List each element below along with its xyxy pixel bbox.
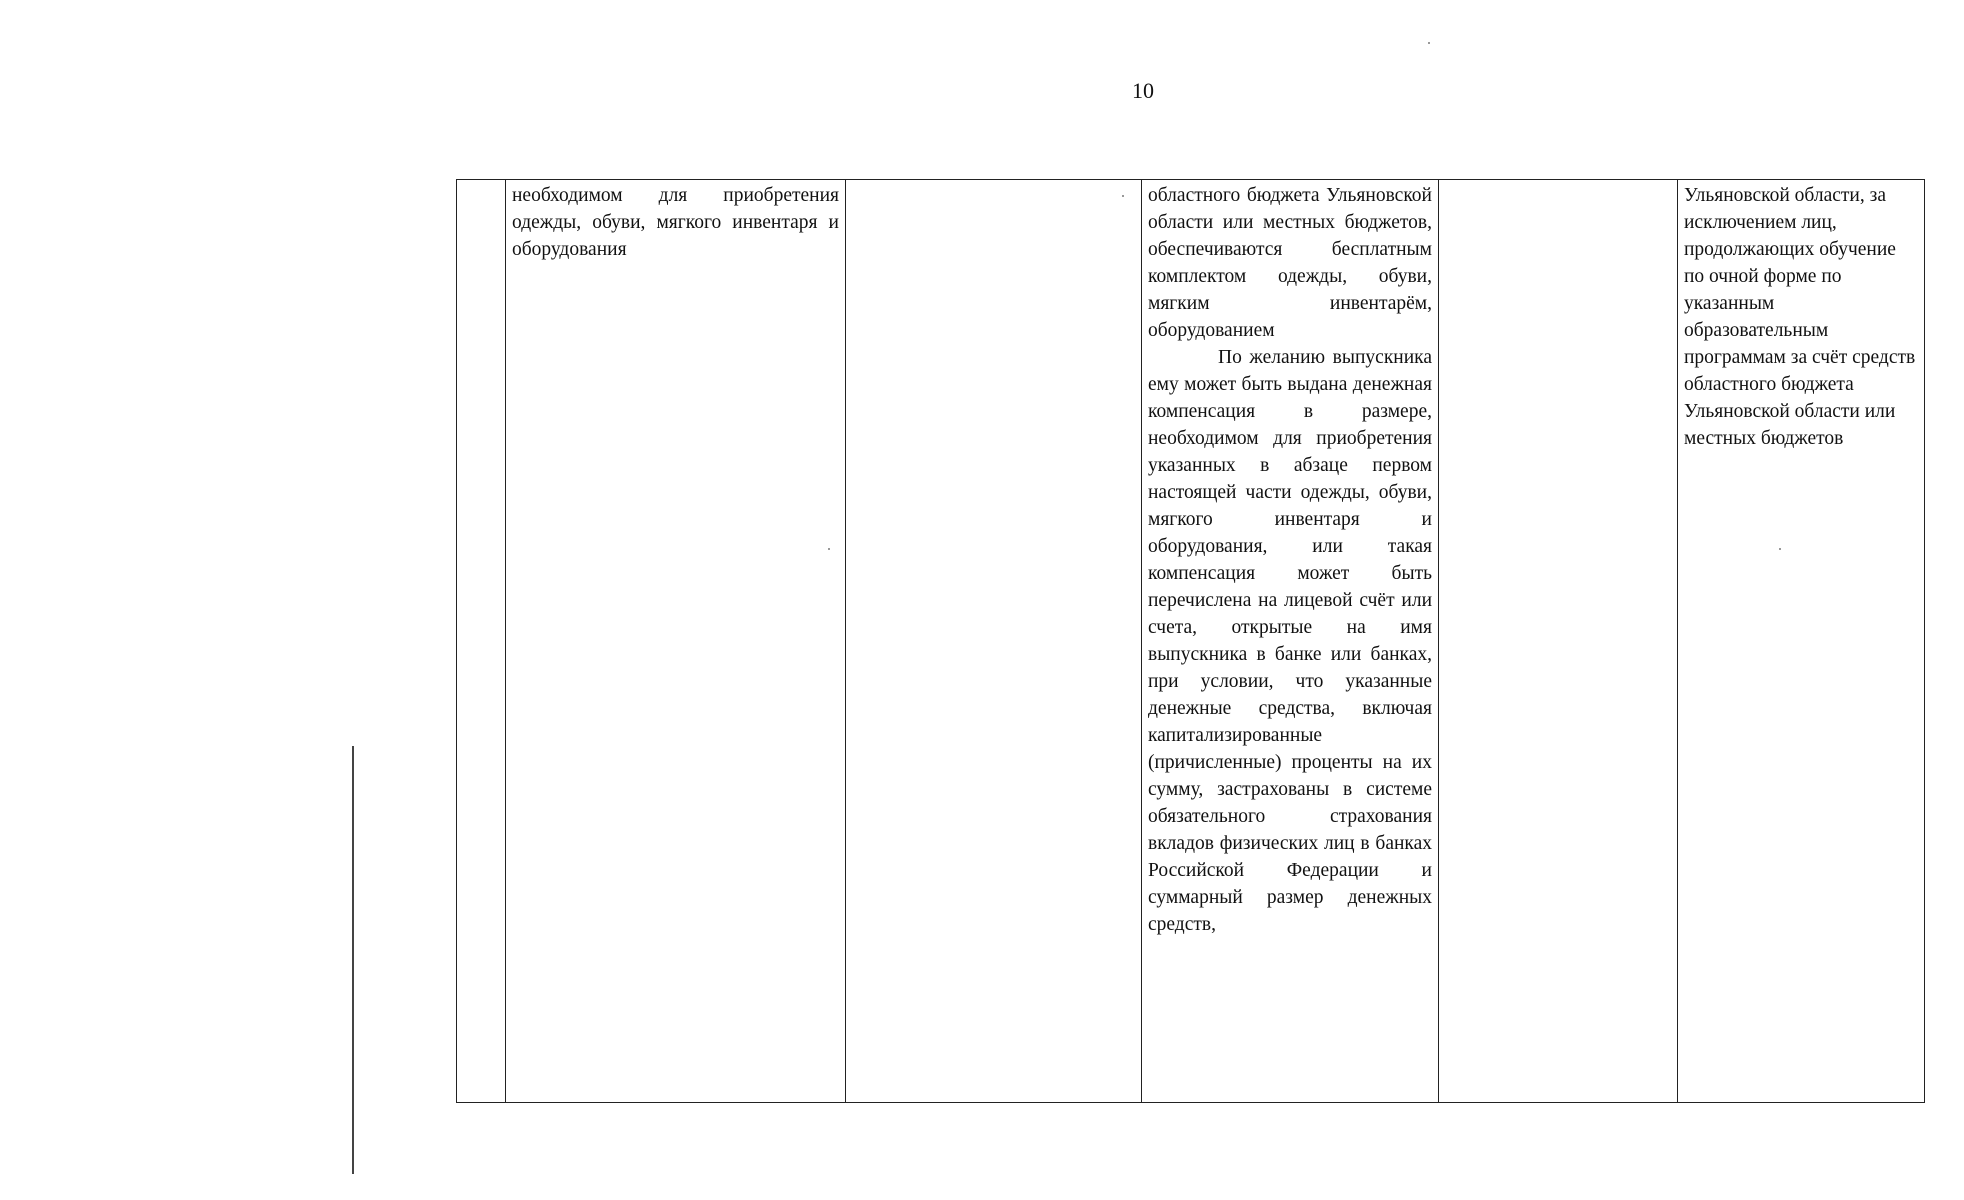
scan-margin-line	[352, 746, 354, 1174]
page-number: 10	[1132, 78, 1154, 103]
table-row	[457, 180, 1925, 1103]
description-cell: необходимом для приобретения одежды, обуви, мягкого инвентаря и оборудования	[506, 180, 846, 1103]
document-table	[456, 179, 1925, 1103]
provision-cell	[1142, 180, 1439, 1103]
recipients-cell: Ульяновской области, за исключением лиц, продолжающих обучение по очной форме по указанным образовательным программам за счёт средств областного бюджета Ульяновской области или местных бюджетов	[1678, 180, 1925, 1103]
empty-cell	[1439, 180, 1678, 1103]
scan-speck	[1428, 42, 1430, 44]
empty-cell	[846, 180, 1142, 1103]
provision-paragraph: областного бюджета Ульяновской области или местных бюджетов, обеспечиваются бесплатным комплектом одежды, обуви, мягким инвентарём, оборудованием	[1148, 185, 1432, 341]
number-cell	[457, 180, 506, 1103]
provision-paragraph: По желанию выпускника ему может быть выдана денежная компенсация в размере, необходимом для приобретения указанных в абзаце первом настоящей части одежды, обуви, мягкого инвентаря и оборудования, или такая компенсация может быть перечислена на лицевой счёт или счета, открытые на имя выпускника в банке или банках, при условии, что указанные денежные средства, включая капитализированные (причисленные) проценты на их сумму, застрахованы в системе обязательного страхования вкладов физических лиц в банках Российской Федерации и суммарный размер денежных средств,	[1148, 347, 1432, 935]
